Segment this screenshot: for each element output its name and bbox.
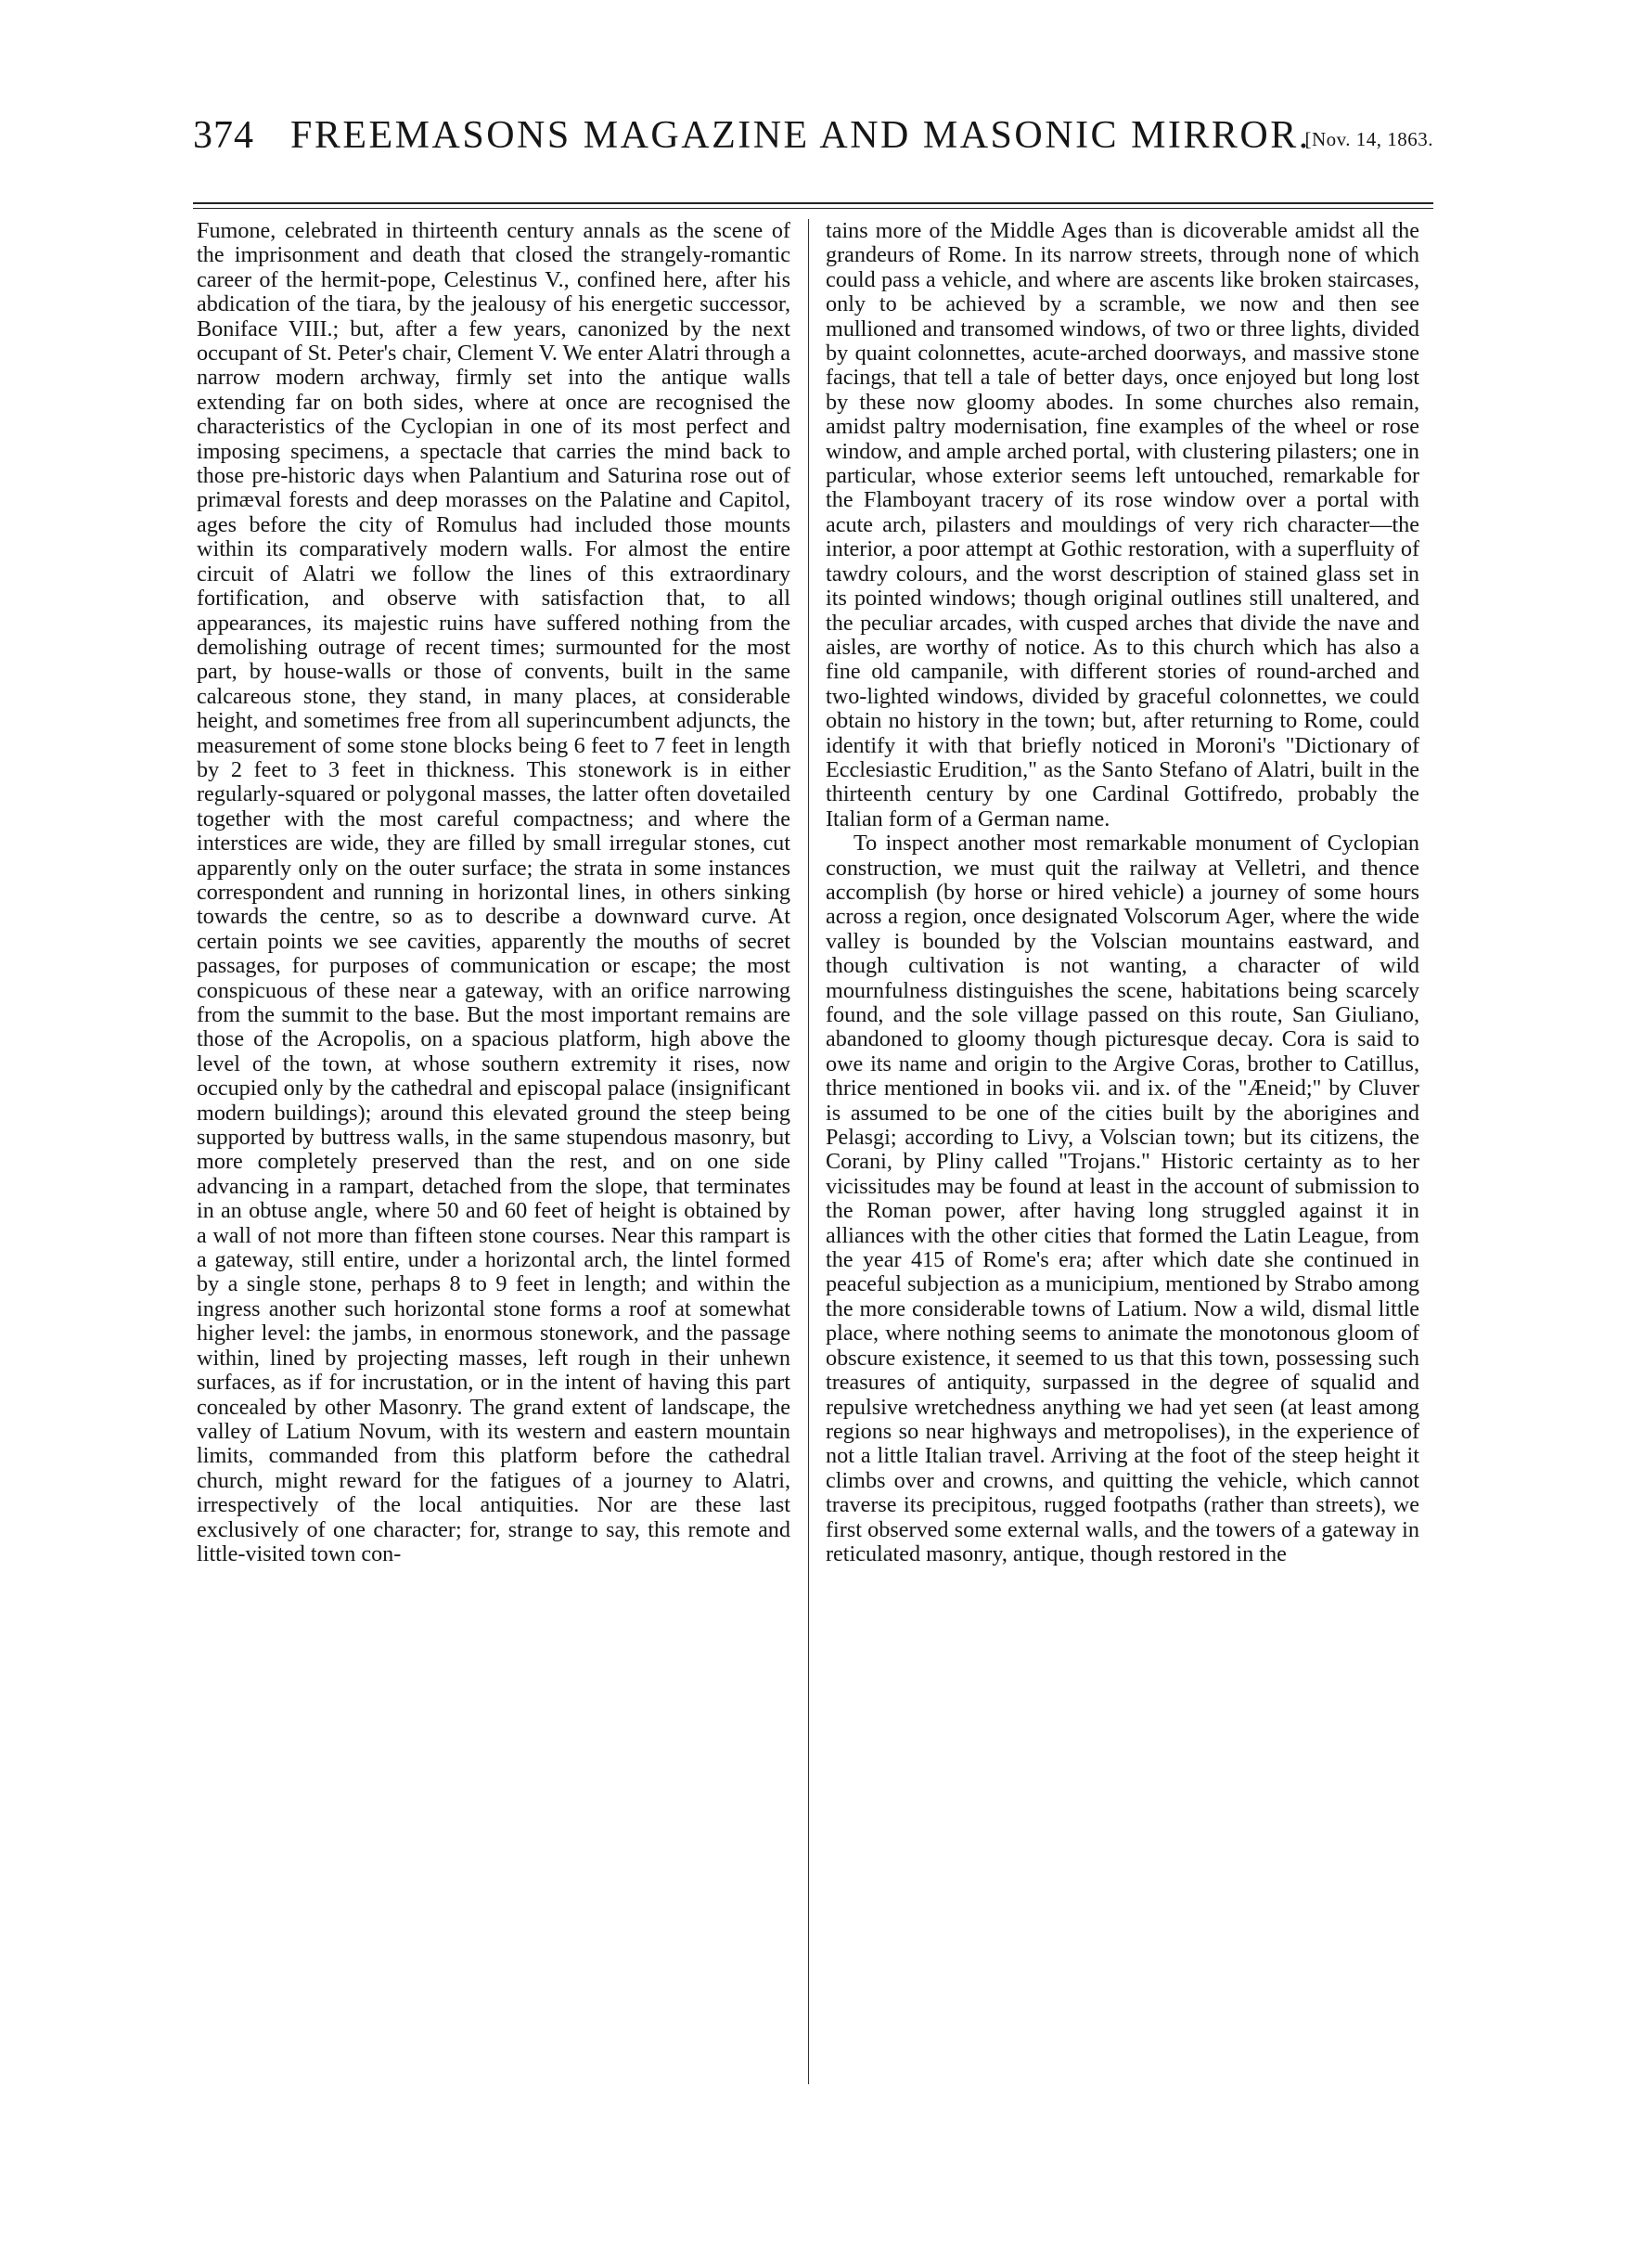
right-paragraph-1: tains more of the Middle Ages than is dicoverable amidst all the grandeurs of Rome. In its narrow streets, through none of which could pass a vehicle, and where are ascents like broken staircases, only to be achieved by a scramble, we now and then see mullioned and transomed windows, of two or three lights, divided by quaint colonnettes, acute-arched doorways, and massive stone facings, that tell a tale of better days, once enjoyed but long lost by these now gloomy abodes. In some churches also remain, amidst paltry modernisation, fine examples of the wheel or rose window, and ample arched portal, with clustering pilasters; one in particular, whose exterior seems left untouched, remarkable for the Flamboyant tracery of its rose window over a portal with acute arch, pilasters and mouldings of very rich character—the interior, a poor attempt at Gothic restoration, with a superfluity of tawdry colours, and the worst description of stained glass set in its pointed windows; though original outlines still unaltered, and the peculiar arcades, with cusped arches that divide the nave and aisles, are worthy of notice. As to this church which has also a fine old campanile, with different stories of round-arched and two-lighted windows, divided by graceful colonnettes, we could obtain no history in the town; but, after returning to Rome, could identify it with that briefly noticed in Moroni's "Dictionary of Ecclesiastic Erudition," as the Santo Stefano of Alatri, built in the thirteenth century by one Cardinal Gottifredo, probably the Italian form of a German name.	[826, 219, 1419, 831]
page-header	[193, 113, 1433, 174]
right-column	[826, 219, 1419, 2084]
page-number: 374	[193, 114, 254, 157]
left-column	[197, 219, 790, 2084]
header-rule-thin	[193, 208, 1433, 209]
column-divider	[808, 219, 809, 2084]
issue-date: [Nov. 14, 1863.	[1304, 128, 1433, 150]
header-rule-thick	[193, 202, 1433, 204]
left-paragraph-1: Fumone, celebrated in thirteenth century annals as the scene of the imprisonment and death that closed the strangely-romantic career of the hermit-pope, Celestinus V., confined here, after his abdication of the tiara, by the jealousy of his energetic successor, Boniface VIII.; but, after a few years, canonized by the next occupant of St. Peter's chair, Clement V. We enter Alatri through a narrow modern archway, firmly set into the antique walls extending far on both sides, where at once are recognised the characteristics of the Cyclopian in one of its most perfect and imposing specimens, a spectacle that carries the mind back to those pre-historic days when Palantium and Saturina rose out of primæval forests and deep morasses on the Palatine and Capitol, ages before the city of Romulus had included those mounts within its comparatively modern walls. For almost the entire circuit of Alatri we follow the lines of this extraordinary fortification, and observe with satisfaction that, to all appearances, its majestic ruins have suffered nothing from the demolishing outrage of recent times; surmounted for the most part, by house-walls or those of convents, built in the same calcareous stone, they stand, in many places, at considerable height, and sometimes free from all superincumbent adjuncts, the measurement of some stone blocks being 6 feet to 7 feet in length by 2 feet to 3 feet in thickness. This stonework is in either regularly-squared or polygonal masses, the latter often dovetailed together with the most careful compactness; and where the interstices are wide, they are filled by small irregular stones, cut apparently only on the outer surface; the strata in some instances correspondent and running in horizontal lines, in others sinking towards the centre, so as to describe a downward curve. At certain points we see cavities, apparently the mouths of secret passages, for purposes of communication or escape; the most conspicuous of these near a gateway, with an orifice narrowing from the summit to the base. But the most important remains are those of the Acropolis, on a spacious platform, high above the level of the town, at whose southern extremity it rises, now occupied only by the cathedral and episcopal palace (insignificant modern buildings); around this elevated ground the steep being supported by buttress walls, in the same stupendous masonry, but more completely preserved than the rest, and on one side advancing in a rampart, detached from the slope, that terminates in an obtuse angle, where 50 and 60 feet of height is obtained by a wall of not more than fifteen stone courses. Near this rampart is a gateway, still entire, under a horizontal arch, the lintel formed by a single stone, perhaps 8 to 9 feet in length; and within the ingress another such horizontal stone forms a roof at somewhat higher level: the jambs, in enormous stonework, and the passage within, lined by projecting masses, left rough in their unhewn surfaces, as if for incrustation, or in the intent of having this part concealed by other Masonry. The grand extent of landscape, the valley of Latium Novum, with its western and eastern mountain limits, commanded from this platform before the cathedral church, might reward for the fatigues of a journey to Alatri, irrespectively of the local antiquities. Nor are these last exclusively of one character; for, strange to say, this remote and little-visited town con-	[197, 219, 790, 1566]
magazine-title: FREEMASONS MAGAZINE AND MASONIC MIRROR.	[290, 114, 1311, 157]
right-paragraph-2: To inspect another most remarkable monument of Cyclopian construction, we must quit the railway at Velletri, and thence accomplish (by horse or hired vehicle) a journey of some hours across a region, once designated Volscorum Ager, where the wide valley is bounded by the Volscian mountains eastward, and though cultivation is not wanting, a character of wild mournfulness distinguishes the scene, habitations being scarcely found, and the sole village passed on this route, San Giuliano, abandoned to gloomy though picturesque decay. Cora is said to owe its name and origin to the Argive Coras, brother to Catillus, thrice mentioned in books vii. and ix. of the "Æneid;" by Cluver is assumed to be one of the cities built by the aborigines and Pelasgi; according to Livy, a Volscian town; but its citizens, the Corani, by Pliny called "Trojans." Historic certainty as to her vicissitudes may be found at least in the account of submission to the Roman power, after having long struggled against it in alliances with the other cities that formed the Latin League, from the year 415 of Rome's era; after which date she continued in peaceful subjection as a municipium, mentioned by Strabo among the more considerable towns of Latium. Now a wild, dismal little place, where nothing seems to animate the monotonous gloom of obscure existence, it seemed to us that this town, possessing such treasures of antiquity, surpassed in the degree of squalid and repulsive wretchedness anything we had yet seen (at least among regions so near highways and metropolises), in the experience of not a little Italian travel. Arriving at the foot of the steep height it climbs over and crowns, and quitting the vehicle, which cannot traverse its precipitous, rugged footpaths (rather than streets), we first observed some external walls, and the towers of a gateway in reticulated masonry, antique, though restored in the	[826, 831, 1419, 1566]
